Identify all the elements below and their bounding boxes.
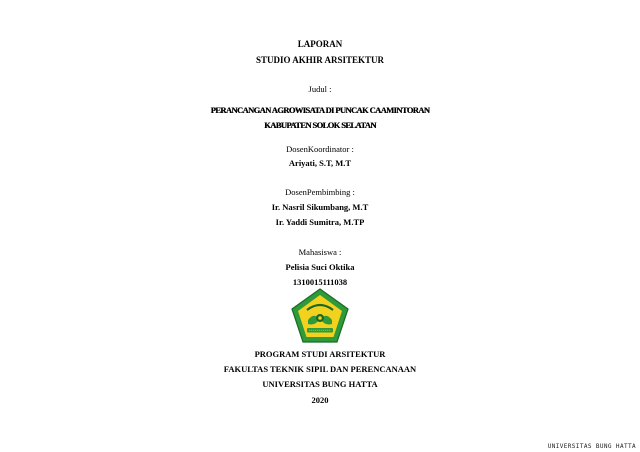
year: 2020 [311,395,329,405]
university-name: UNIVERSITAS BUNG HATTA [262,379,378,389]
title-line-2: KABUPATEN SOLOK SELATAN [264,120,376,130]
faculty-name: FAKULTAS TEKNIK SIPIL DAN PERENCANAAN [223,364,417,374]
advisor-name-2: Ir. Yaddi Sumitra, M.TP [275,217,365,227]
student-name: Pelisia Suci Oktika [285,262,355,272]
coordinator-label: DosenKoordinator : [286,144,354,154]
title-label: Judul : [308,84,332,94]
student-label: Mahasiswa : [298,247,342,257]
program-name: PROGRAM STUDI ARSITEKTUR [254,349,386,359]
university-emblem-icon [290,288,350,344]
footer-watermark: UNIVERSITAS BUNG HATTA [547,443,636,450]
coordinator-name: Ariyati, S.T, M.T [288,158,352,168]
advisor-name-1: Ir. Nasril Sikumbang, M.T [271,202,369,212]
report-heading: LAPORAN [297,39,343,49]
course-heading: STUDIO AKHIR ARSITEKTUR [255,55,385,65]
title-line-1: PERANCANGAN AGROWISATA DI PUNCAK CAAMINTORAN [210,105,430,115]
student-id: 1310015111038 [292,277,348,287]
advisor-label: DosenPembimbing : [285,187,355,197]
